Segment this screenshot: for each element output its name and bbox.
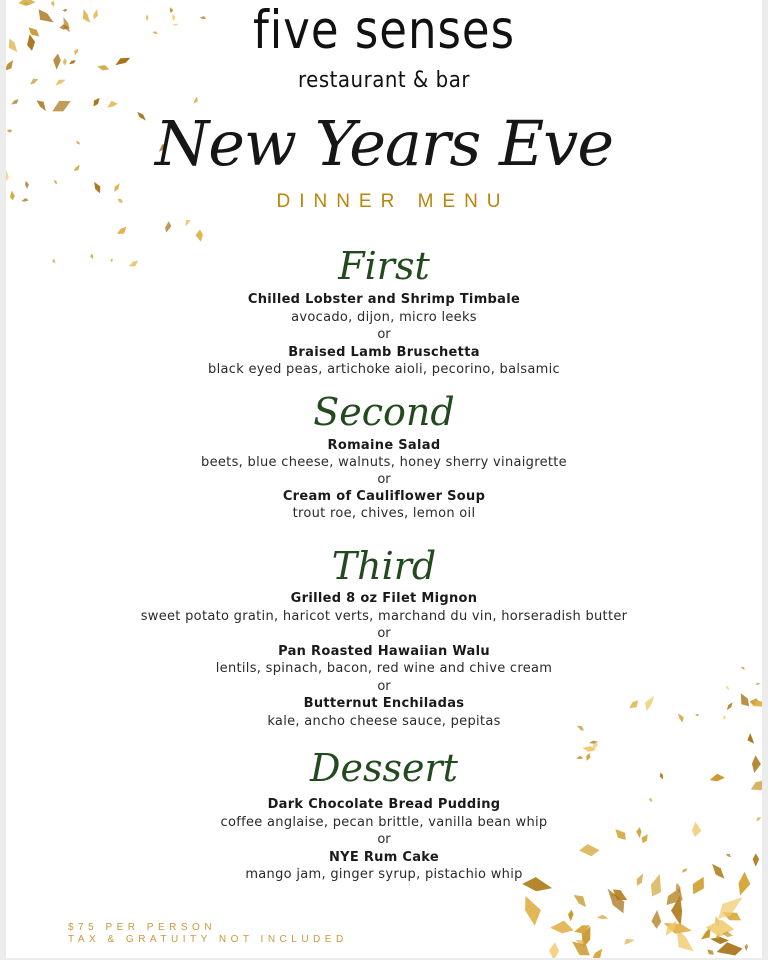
dish-description: mango jam, ginger syrup, pistachio whip bbox=[245, 867, 523, 882]
dish-name: Braised Lamb Bruschetta bbox=[288, 345, 480, 360]
course-heading-second: Second bbox=[313, 390, 455, 434]
confetti-piece bbox=[196, 229, 204, 242]
or-separator: or bbox=[377, 832, 391, 847]
dish-description: beets, blue cheese, walnuts, honey sherry vinaigrette bbox=[201, 455, 567, 470]
confetti-piece bbox=[194, 97, 198, 104]
menu-page bbox=[6, 0, 762, 958]
confetti-piece bbox=[165, 221, 171, 232]
dish-description: kale, ancho cheese sauce, pepitas bbox=[267, 714, 501, 729]
dish-name: Butternut Enchiladas bbox=[303, 696, 465, 711]
dish-description: sweet potato gratin, haricot verts, marchand du vin, horseradish butter bbox=[140, 609, 628, 624]
dish-name: Chilled Lobster and Shrimp Timbale bbox=[247, 292, 521, 307]
or-separator: or bbox=[377, 472, 391, 487]
dish-name: Romaine Salad bbox=[327, 438, 441, 453]
menu-subtitle: DINNER MENU bbox=[276, 191, 510, 212]
dish-description: lentils, spinach, bacon, red wine and chive cream bbox=[215, 661, 553, 676]
confetti-piece bbox=[597, 915, 609, 919]
event-title: New Years Eve bbox=[154, 107, 614, 180]
dish-description: trout roe, chives, lemon oil bbox=[292, 506, 476, 521]
course-heading-first: First bbox=[338, 244, 430, 288]
confetti-piece bbox=[710, 937, 729, 944]
confetti-piece bbox=[717, 942, 743, 955]
dish-name: Pan Roasted Hawaiian Walu bbox=[278, 644, 490, 659]
or-separator: or bbox=[377, 679, 391, 694]
dish-name: NYE Rum Cake bbox=[328, 850, 440, 865]
confetti-piece bbox=[117, 227, 127, 234]
confetti-piece bbox=[185, 220, 190, 226]
price-note: $75 PER PERSON bbox=[68, 922, 217, 933]
confetti-piece bbox=[568, 910, 574, 922]
confetti-piece bbox=[592, 949, 602, 959]
dish-description: coffee anglaise, pecan brittle, vanilla bean whip bbox=[220, 815, 548, 830]
dish-name: Grilled 8 oz Filet Mignon bbox=[290, 591, 478, 606]
course-heading-third: Third bbox=[331, 544, 437, 588]
restaurant-subtitle: restaurant & bar bbox=[298, 68, 470, 93]
dish-name: Dark Chocolate Bread Pudding bbox=[267, 797, 501, 812]
confetti-piece bbox=[744, 944, 748, 951]
confetti-piece bbox=[549, 942, 559, 958]
dish-name: Cream of Cauliflower Soup bbox=[282, 489, 486, 504]
dish-description: avocado, dijon, micro leeks bbox=[291, 310, 477, 325]
course-heading-dessert: Dessert bbox=[310, 746, 458, 790]
confetti-piece bbox=[747, 733, 754, 744]
restaurant-name: five senses bbox=[252, 0, 516, 61]
confetti-piece bbox=[574, 895, 586, 907]
confetti-piece bbox=[624, 939, 635, 945]
dish-description: black eyed peas, artichoke aioli, pecorino, balsamic bbox=[208, 362, 560, 377]
or-separator: or bbox=[377, 327, 391, 342]
confetti-piece bbox=[525, 896, 541, 926]
confetti-piece bbox=[550, 921, 574, 934]
confetti-piece bbox=[651, 910, 661, 929]
or-separator: or bbox=[377, 626, 391, 641]
confetti-piece bbox=[707, 949, 713, 954]
tax-note: TAX & GRATUITY NOT INCLUDED bbox=[68, 934, 348, 945]
